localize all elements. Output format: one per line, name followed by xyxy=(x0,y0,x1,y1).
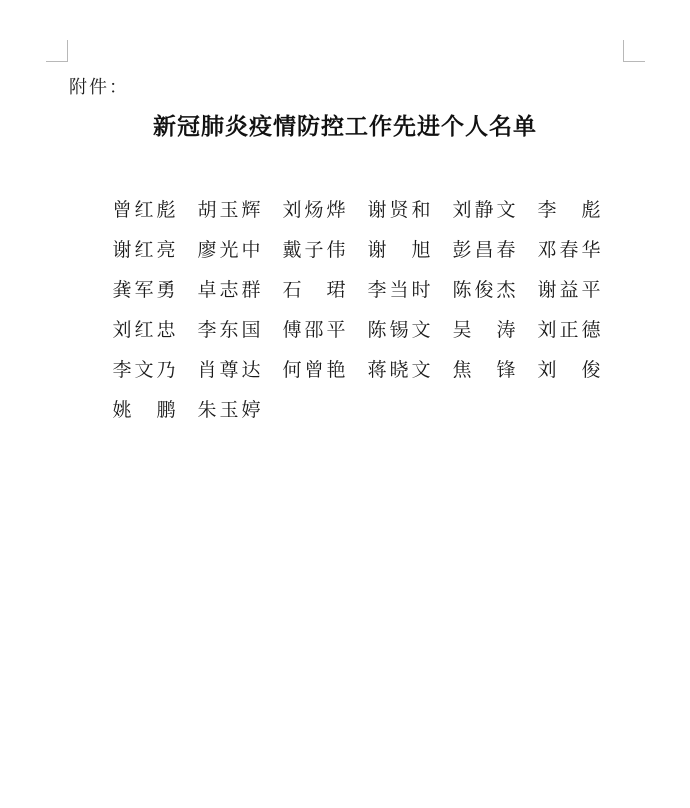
name-item: 朱 玉 婷 xyxy=(197,398,261,421)
name-item: 李 东 国 xyxy=(197,318,261,341)
name-item: 吴 涛 xyxy=(452,318,516,341)
name-item: 刘 红 忠 xyxy=(112,318,176,341)
name-item: 谢 红 亮 xyxy=(112,238,176,261)
crop-mark-top-right xyxy=(623,40,645,62)
attachment-label: 附件： xyxy=(69,77,129,98)
names-list xyxy=(112,193,612,433)
name-item: 蒋 晓 文 xyxy=(367,358,431,381)
name-item: 谢 益 平 xyxy=(537,278,601,301)
document-title: 新冠肺炎疫情防控工作先进个人名单 xyxy=(153,114,537,140)
name-item: 戴 子 伟 xyxy=(282,238,346,261)
name-item: 李 彪 xyxy=(537,198,601,221)
name-item: 刘 炀 烨 xyxy=(282,198,346,221)
name-item: 谢 贤 和 xyxy=(367,198,431,221)
name-item: 石 珺 xyxy=(282,278,346,301)
name-item: 傅 邵 平 xyxy=(282,318,346,341)
name-item: 姚 鹏 xyxy=(112,398,176,421)
name-item: 肖 尊 达 xyxy=(197,358,261,381)
name-item: 刘 静 文 xyxy=(452,198,516,221)
name-item: 焦 锋 xyxy=(452,358,516,381)
name-item: 龚 军 勇 xyxy=(112,278,176,301)
name-item: 陈 俊 杰 xyxy=(452,278,516,301)
name-item: 廖 光 中 xyxy=(197,238,261,261)
name-item: 何 曾 艳 xyxy=(282,358,346,381)
name-item: 陈 锡 文 xyxy=(367,318,431,341)
crop-mark-top-left xyxy=(46,40,68,62)
name-item: 曾 红 彪 xyxy=(112,198,176,221)
name-item: 彭 昌 春 xyxy=(452,238,516,261)
name-item: 李 文 乃 xyxy=(112,358,176,381)
name-item: 邓 春 华 xyxy=(537,238,601,261)
name-item: 李 当 时 xyxy=(367,278,431,301)
name-item: 刘 俊 xyxy=(537,358,601,381)
name-item: 刘 正 德 xyxy=(537,318,601,341)
name-item: 卓 志 群 xyxy=(197,278,261,301)
name-item: 谢 旭 xyxy=(367,238,431,261)
name-item: 胡 玉 辉 xyxy=(197,198,261,221)
